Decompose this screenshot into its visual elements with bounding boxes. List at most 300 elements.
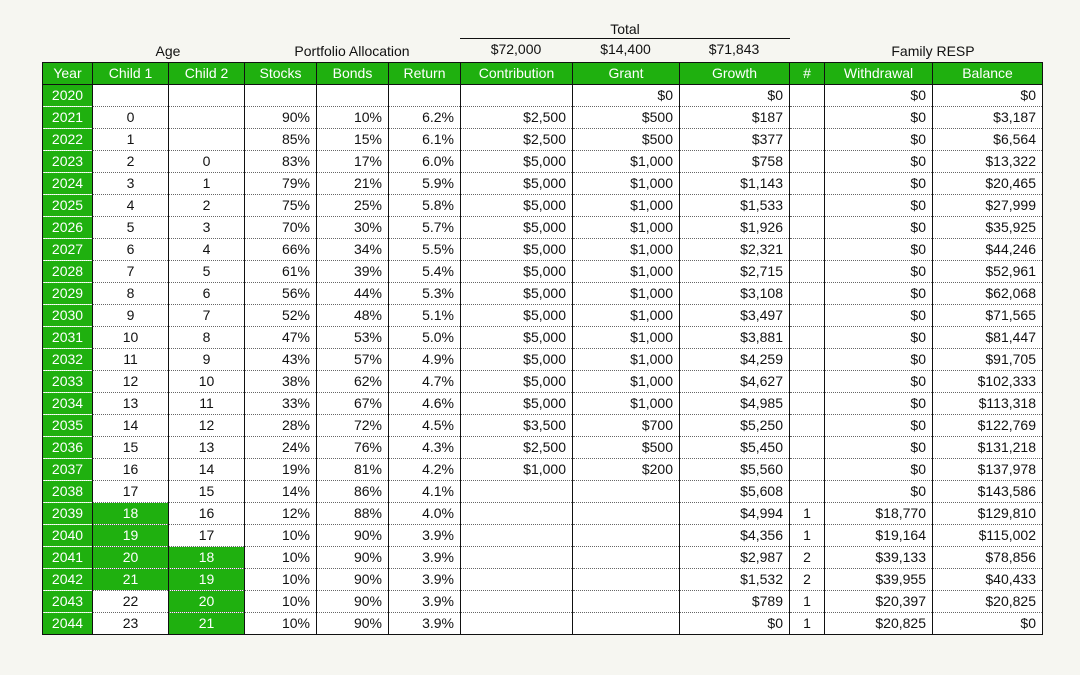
year-cell: 2022 — [43, 129, 93, 151]
return-cell: 5.1% — [389, 305, 461, 327]
return-cell: 5.5% — [389, 239, 461, 261]
withdrawal-cell: $0 — [825, 459, 933, 481]
group-headers — [0, 0, 1080, 62]
withdrawal-count-cell — [790, 349, 825, 371]
withdrawal-cell: $0 — [825, 195, 933, 217]
grant-cell: $200 — [573, 459, 680, 481]
child2-age-cell: 9 — [169, 349, 245, 371]
child2-age-cell: 0 — [169, 151, 245, 173]
withdrawal-count-cell — [790, 415, 825, 437]
bonds-cell: 81% — [317, 459, 389, 481]
col-year: Year — [43, 63, 93, 85]
withdrawal-count-cell — [790, 261, 825, 283]
withdrawal-count-cell — [790, 195, 825, 217]
grant-cell: $1,000 — [573, 217, 680, 239]
return-cell: 5.8% — [389, 195, 461, 217]
balance-cell: $6,564 — [933, 129, 1043, 151]
balance-cell: $0 — [933, 85, 1043, 107]
table-row — [43, 85, 1043, 107]
withdrawal-cell: $0 — [825, 107, 933, 129]
col-return: Return — [389, 63, 461, 85]
child1-age-cell: 3 — [93, 173, 169, 195]
child1-age-cell: 12 — [93, 371, 169, 393]
col-growth: Growth — [680, 63, 790, 85]
withdrawal-cell: $20,397 — [825, 591, 933, 613]
withdrawal-count-cell: 1 — [790, 613, 825, 635]
child2-age-cell: 20 — [169, 591, 245, 613]
withdrawal-cell: $0 — [825, 85, 933, 107]
table-row — [43, 503, 1043, 525]
grant-cell: $1,000 — [573, 393, 680, 415]
stocks-cell: 85% — [245, 129, 317, 151]
bonds-cell: 21% — [317, 173, 389, 195]
stocks-cell: 79% — [245, 173, 317, 195]
return-cell: 6.1% — [389, 129, 461, 151]
bonds-cell: 86% — [317, 481, 389, 503]
contribution-cell: $5,000 — [461, 283, 573, 305]
child1-age-cell: 2 — [93, 151, 169, 173]
bonds-cell: 90% — [317, 613, 389, 635]
bonds-cell: 39% — [317, 261, 389, 283]
year-cell: 2043 — [43, 591, 93, 613]
table-row — [43, 371, 1043, 393]
child1-age-cell: 10 — [93, 327, 169, 349]
withdrawal-count-cell — [790, 129, 825, 151]
stocks-cell: 83% — [245, 151, 317, 173]
balance-cell: $143,586 — [933, 481, 1043, 503]
return-cell: 5.4% — [389, 261, 461, 283]
withdrawal-cell: $0 — [825, 481, 933, 503]
bonds-cell — [317, 85, 389, 107]
balance-cell: $40,433 — [933, 569, 1043, 591]
stocks-cell: 52% — [245, 305, 317, 327]
withdrawal-cell: $0 — [825, 239, 933, 261]
year-cell: 2028 — [43, 261, 93, 283]
withdrawal-cell: $0 — [825, 129, 933, 151]
return-cell: 4.7% — [389, 371, 461, 393]
child1-age-cell: 4 — [93, 195, 169, 217]
table-row — [43, 437, 1043, 459]
col-balance: Balance — [933, 63, 1043, 85]
contribution-cell: $5,000 — [461, 371, 573, 393]
contribution-cell — [461, 85, 573, 107]
child1-age-cell: 9 — [93, 305, 169, 327]
balance-cell: $35,925 — [933, 217, 1043, 239]
growth-cell: $4,627 — [680, 371, 790, 393]
contribution-cell: $1,000 — [461, 459, 573, 481]
stocks-cell: 43% — [245, 349, 317, 371]
withdrawal-cell: $0 — [825, 349, 933, 371]
child1-age-cell: 18 — [93, 503, 169, 525]
col-child2: Child 2 — [169, 63, 245, 85]
year-cell: 2034 — [43, 393, 93, 415]
stocks-cell: 61% — [245, 261, 317, 283]
table-row — [43, 261, 1043, 283]
child1-age-cell: 0 — [93, 107, 169, 129]
contribution-cell — [461, 613, 573, 635]
bonds-cell: 76% — [317, 437, 389, 459]
withdrawal-count-cell — [790, 305, 825, 327]
child2-age-cell — [169, 129, 245, 151]
grant-cell — [573, 591, 680, 613]
grant-cell: $1,000 — [573, 261, 680, 283]
balance-cell: $137,978 — [933, 459, 1043, 481]
growth-cell: $1,143 — [680, 173, 790, 195]
col-child1: Child 1 — [93, 63, 169, 85]
child2-age-cell: 4 — [169, 239, 245, 261]
grant-cell: $1,000 — [573, 151, 680, 173]
return-cell: 3.9% — [389, 569, 461, 591]
stocks-cell: 75% — [245, 195, 317, 217]
child1-age-cell: 19 — [93, 525, 169, 547]
withdrawal-count-cell: 1 — [790, 591, 825, 613]
contribution-cell — [461, 481, 573, 503]
withdrawal-count-cell — [790, 393, 825, 415]
contribution-cell — [461, 503, 573, 525]
child2-age-cell: 16 — [169, 503, 245, 525]
stocks-cell: 10% — [245, 547, 317, 569]
balance-cell: $81,447 — [933, 327, 1043, 349]
withdrawal-count-cell — [790, 459, 825, 481]
return-cell — [389, 85, 461, 107]
withdrawal-cell: $39,955 — [825, 569, 933, 591]
balance-cell: $0 — [933, 613, 1043, 635]
return-cell: 5.7% — [389, 217, 461, 239]
child1-age-cell: 8 — [93, 283, 169, 305]
child2-age-cell: 8 — [169, 327, 245, 349]
year-cell: 2035 — [43, 415, 93, 437]
withdrawal-count-cell — [790, 217, 825, 239]
grant-cell: $700 — [573, 415, 680, 437]
bonds-cell: 25% — [317, 195, 389, 217]
growth-cell: $5,560 — [680, 459, 790, 481]
child2-age-cell: 10 — [169, 371, 245, 393]
withdrawal-count-cell: 1 — [790, 525, 825, 547]
growth-cell: $5,450 — [680, 437, 790, 459]
balance-cell: $3,187 — [933, 107, 1043, 129]
withdrawal-count-cell — [790, 173, 825, 195]
child2-age-cell: 15 — [169, 481, 245, 503]
contribution-cell: $5,000 — [461, 173, 573, 195]
child1-age-cell: 16 — [93, 459, 169, 481]
col-grant: Grant — [573, 63, 680, 85]
growth-cell: $2,715 — [680, 261, 790, 283]
year-cell: 2036 — [43, 437, 93, 459]
growth-cell: $5,250 — [680, 415, 790, 437]
portfolio-header: Portfolio Allocation — [294, 43, 410, 59]
child1-age-cell: 17 — [93, 481, 169, 503]
table-row — [43, 481, 1043, 503]
table-row — [43, 591, 1043, 613]
withdrawal-cell: $0 — [825, 283, 933, 305]
table-row — [43, 217, 1043, 239]
table-row — [43, 525, 1043, 547]
grant-cell: $1,000 — [573, 283, 680, 305]
growth-cell: $4,985 — [680, 393, 790, 415]
stocks-cell: 10% — [245, 591, 317, 613]
withdrawal-cell: $20,825 — [825, 613, 933, 635]
child2-age-cell: 11 — [169, 393, 245, 415]
grant-cell: $1,000 — [573, 173, 680, 195]
bonds-cell: 34% — [317, 239, 389, 261]
total-contribution: $72,000 — [490, 41, 542, 57]
contribution-cell — [461, 569, 573, 591]
withdrawal-cell: $39,133 — [825, 547, 933, 569]
balance-cell: $27,999 — [933, 195, 1043, 217]
balance-cell: $62,068 — [933, 283, 1043, 305]
withdrawal-count-cell — [790, 239, 825, 261]
table-row — [43, 283, 1043, 305]
grant-cell: $1,000 — [573, 327, 680, 349]
balance-cell: $113,318 — [933, 393, 1043, 415]
withdrawal-cell: $18,770 — [825, 503, 933, 525]
year-cell: 2032 — [43, 349, 93, 371]
stocks-cell: 38% — [245, 371, 317, 393]
bonds-cell: 15% — [317, 129, 389, 151]
withdrawal-cell: $0 — [825, 371, 933, 393]
table-row — [43, 459, 1043, 481]
child2-age-cell: 6 — [169, 283, 245, 305]
table-row — [43, 393, 1043, 415]
table-row — [43, 173, 1043, 195]
return-cell: 6.0% — [389, 151, 461, 173]
table-row — [43, 349, 1043, 371]
child1-age-cell: 22 — [93, 591, 169, 613]
child1-age-cell: 15 — [93, 437, 169, 459]
return-cell: 6.2% — [389, 107, 461, 129]
contribution-cell: $2,500 — [461, 129, 573, 151]
balance-cell: $102,333 — [933, 371, 1043, 393]
stocks-cell: 12% — [245, 503, 317, 525]
withdrawal-cell: $0 — [825, 415, 933, 437]
grant-cell — [573, 613, 680, 635]
balance-cell: $13,322 — [933, 151, 1043, 173]
stocks-cell: 47% — [245, 327, 317, 349]
growth-cell: $1,532 — [680, 569, 790, 591]
grant-cell: $1,000 — [573, 305, 680, 327]
withdrawal-count-cell: 2 — [790, 569, 825, 591]
withdrawal-count-cell — [790, 437, 825, 459]
balance-cell: $20,465 — [933, 173, 1043, 195]
withdrawal-count-cell — [790, 107, 825, 129]
bonds-cell: 62% — [317, 371, 389, 393]
total-grant: $14,400 — [600, 41, 651, 57]
child1-age-cell: 20 — [93, 547, 169, 569]
grant-cell: $0 — [573, 85, 680, 107]
growth-cell: $1,926 — [680, 217, 790, 239]
table-row — [43, 613, 1043, 635]
contribution-cell: $3,500 — [461, 415, 573, 437]
table-row — [43, 129, 1043, 151]
contribution-cell — [461, 591, 573, 613]
child1-age-cell: 7 — [93, 261, 169, 283]
withdrawal-count-cell — [790, 151, 825, 173]
bonds-cell: 30% — [317, 217, 389, 239]
balance-cell: $71,565 — [933, 305, 1043, 327]
stocks-cell: 28% — [245, 415, 317, 437]
year-cell: 2033 — [43, 371, 93, 393]
return-cell: 5.3% — [389, 283, 461, 305]
growth-cell: $187 — [680, 107, 790, 129]
balance-cell: $115,002 — [933, 525, 1043, 547]
growth-cell: $0 — [680, 613, 790, 635]
growth-cell: $2,987 — [680, 547, 790, 569]
balance-cell: $78,856 — [933, 547, 1043, 569]
child1-age-cell: 5 — [93, 217, 169, 239]
child1-age-cell: 11 — [93, 349, 169, 371]
year-cell: 2026 — [43, 217, 93, 239]
contribution-cell: $5,000 — [461, 217, 573, 239]
stocks-cell — [245, 85, 317, 107]
total-growth: $71,843 — [708, 41, 760, 57]
child2-age-cell: 13 — [169, 437, 245, 459]
withdrawal-count-cell — [790, 481, 825, 503]
column-header-row — [43, 63, 1043, 85]
contribution-cell: $5,000 — [461, 327, 573, 349]
growth-cell: $3,497 — [680, 305, 790, 327]
return-cell: 4.5% — [389, 415, 461, 437]
year-cell: 2040 — [43, 525, 93, 547]
balance-cell: $44,246 — [933, 239, 1043, 261]
year-cell: 2037 — [43, 459, 93, 481]
contribution-cell: $5,000 — [461, 349, 573, 371]
contribution-cell: $2,500 — [461, 437, 573, 459]
col-withdrawal: Withdrawal — [825, 63, 933, 85]
growth-cell: $3,881 — [680, 327, 790, 349]
withdrawal-count-cell — [790, 85, 825, 107]
total-underline — [460, 38, 790, 39]
year-cell: 2042 — [43, 569, 93, 591]
contribution-cell: $5,000 — [461, 261, 573, 283]
child2-age-cell: 21 — [169, 613, 245, 635]
year-cell: 2030 — [43, 305, 93, 327]
stocks-cell: 66% — [245, 239, 317, 261]
balance-cell: $122,769 — [933, 415, 1043, 437]
withdrawal-count-cell — [790, 283, 825, 305]
withdrawal-count-cell: 1 — [790, 503, 825, 525]
stocks-cell: 10% — [245, 613, 317, 635]
table-row — [43, 569, 1043, 591]
child1-age-cell: 21 — [93, 569, 169, 591]
balance-cell: $52,961 — [933, 261, 1043, 283]
grant-cell: $500 — [573, 437, 680, 459]
stocks-cell: 14% — [245, 481, 317, 503]
withdrawal-cell: $0 — [825, 393, 933, 415]
bonds-cell: 90% — [317, 525, 389, 547]
growth-cell: $4,994 — [680, 503, 790, 525]
growth-cell: $377 — [680, 129, 790, 151]
grant-cell: $500 — [573, 129, 680, 151]
year-cell: 2020 — [43, 85, 93, 107]
child2-age-cell: 18 — [169, 547, 245, 569]
bonds-cell: 88% — [317, 503, 389, 525]
child2-age-cell: 19 — [169, 569, 245, 591]
return-cell: 3.9% — [389, 613, 461, 635]
withdrawal-cell: $0 — [825, 437, 933, 459]
withdrawal-cell: $0 — [825, 217, 933, 239]
child2-age-cell: 12 — [169, 415, 245, 437]
balance-cell: $20,825 — [933, 591, 1043, 613]
balance-cell: $131,218 — [933, 437, 1043, 459]
year-cell: 2031 — [43, 327, 93, 349]
year-cell: 2021 — [43, 107, 93, 129]
grant-cell — [573, 503, 680, 525]
child1-age-cell: 6 — [93, 239, 169, 261]
contribution-cell — [461, 547, 573, 569]
resp-table — [42, 62, 1043, 635]
return-cell: 4.2% — [389, 459, 461, 481]
withdrawal-cell: $19,164 — [825, 525, 933, 547]
child2-age-cell: 2 — [169, 195, 245, 217]
year-cell: 2024 — [43, 173, 93, 195]
bonds-cell: 90% — [317, 569, 389, 591]
age-header: Age — [155, 43, 181, 59]
year-cell: 2023 — [43, 151, 93, 173]
growth-cell: $758 — [680, 151, 790, 173]
growth-cell: $4,356 — [680, 525, 790, 547]
withdrawal-cell: $0 — [825, 151, 933, 173]
grant-cell: $500 — [573, 107, 680, 129]
withdrawal-count-cell: 2 — [790, 547, 825, 569]
growth-cell: $789 — [680, 591, 790, 613]
child1-age-cell: 14 — [93, 415, 169, 437]
grant-cell — [573, 547, 680, 569]
table-row — [43, 107, 1043, 129]
stocks-cell: 10% — [245, 525, 317, 547]
bonds-cell: 48% — [317, 305, 389, 327]
child1-age-cell — [93, 85, 169, 107]
stocks-cell: 70% — [245, 217, 317, 239]
child2-age-cell: 1 — [169, 173, 245, 195]
year-cell: 2029 — [43, 283, 93, 305]
child2-age-cell — [169, 85, 245, 107]
child1-age-cell: 23 — [93, 613, 169, 635]
total-header: Total — [610, 21, 640, 37]
bonds-cell: 44% — [317, 283, 389, 305]
bonds-cell: 90% — [317, 547, 389, 569]
return-cell: 4.1% — [389, 481, 461, 503]
bonds-cell: 57% — [317, 349, 389, 371]
table-row — [43, 415, 1043, 437]
year-cell: 2039 — [43, 503, 93, 525]
contribution-cell: $5,000 — [461, 195, 573, 217]
return-cell: 4.9% — [389, 349, 461, 371]
bonds-cell: 90% — [317, 591, 389, 613]
child1-age-cell: 13 — [93, 393, 169, 415]
growth-cell: $0 — [680, 85, 790, 107]
grant-cell — [573, 525, 680, 547]
grant-cell — [573, 481, 680, 503]
growth-cell: $3,108 — [680, 283, 790, 305]
child2-age-cell: 3 — [169, 217, 245, 239]
bonds-cell: 17% — [317, 151, 389, 173]
col-bonds: Bonds — [317, 63, 389, 85]
col-contribution: Contribution — [461, 63, 573, 85]
stocks-cell: 19% — [245, 459, 317, 481]
year-cell: 2038 — [43, 481, 93, 503]
return-cell: 4.6% — [389, 393, 461, 415]
grant-cell: $1,000 — [573, 349, 680, 371]
col-stocks: Stocks — [245, 63, 317, 85]
child2-age-cell: 5 — [169, 261, 245, 283]
bonds-cell: 72% — [317, 415, 389, 437]
withdrawal-cell: $0 — [825, 305, 933, 327]
grant-cell: $1,000 — [573, 239, 680, 261]
contribution-cell: $5,000 — [461, 151, 573, 173]
balance-cell: $129,810 — [933, 503, 1043, 525]
bonds-cell: 67% — [317, 393, 389, 415]
return-cell: 3.9% — [389, 525, 461, 547]
